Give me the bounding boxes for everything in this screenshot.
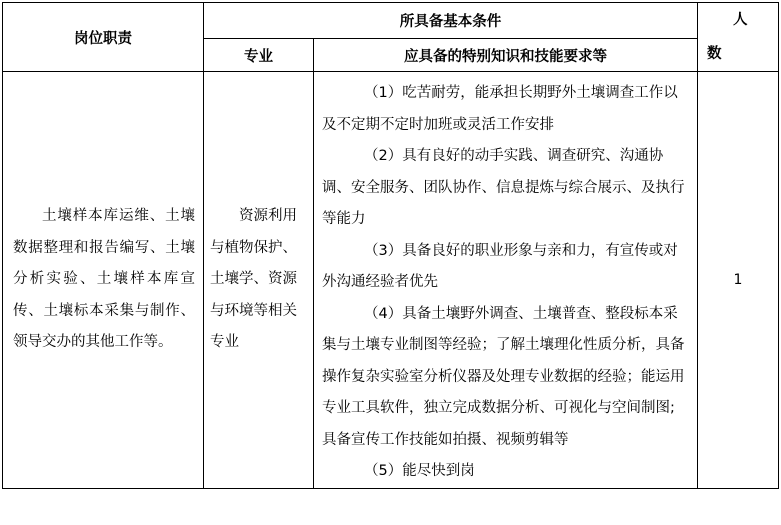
header-duty: 岗位职责 [3, 3, 204, 72]
header-special-requirements: 应具备的特别知识和技能要求等 [314, 39, 698, 72]
header-basic-conditions: 所具备基本条件 [204, 3, 698, 39]
requirement-item-3: （3）具备良好的职业形象与亲和力，有宣传或对外沟通经验者优先 [322, 242, 678, 290]
requirement-item-2: （2）具有良好的动手实践、调查研究、沟通协调、安全服务、团队协作、信息提炼与综合展示、及执行等能力 [322, 148, 685, 227]
header-headcount [698, 3, 779, 72]
requirement-item-4: （4）具备土壤野外调查、土壤普查、整段标本采集与土壤专业制图等经验；了解土壤理化性质分析，具备操作复杂实验室分析仪器及处理专业数据的经验；能运用专业工具软件，独立完成数据分析、可视化与空间制图;具备宣传工作技能如拍摄、视频剪辑等 [322, 305, 685, 448]
requirement-item-1: （1）吃苦耐劳，能承担长期野外土壤调查工作以及不定期不定时加班或灵活工作安排 [322, 85, 678, 133]
cell-duty: 土壤样本库运维、土壤数据整理和报告编写、土壤分析实验、土壤样本库宣传、土壤标本采集与制作、领导交办的其他工作等。 [3, 72, 204, 489]
cell-major: 资源利用与植物保护、土壤学、资源与环境等相关专业 [204, 72, 314, 489]
header-major: 专业 [204, 39, 314, 72]
cell-headcount: 1 [698, 72, 779, 489]
requirement-item-5: （5）能尽快到岗 [364, 463, 475, 479]
job-requirements-table [2, 2, 779, 489]
cell-requirements [314, 72, 698, 489]
header-headcount-char1: 人 [733, 12, 748, 28]
header-headcount-char2: 数 [707, 46, 722, 62]
